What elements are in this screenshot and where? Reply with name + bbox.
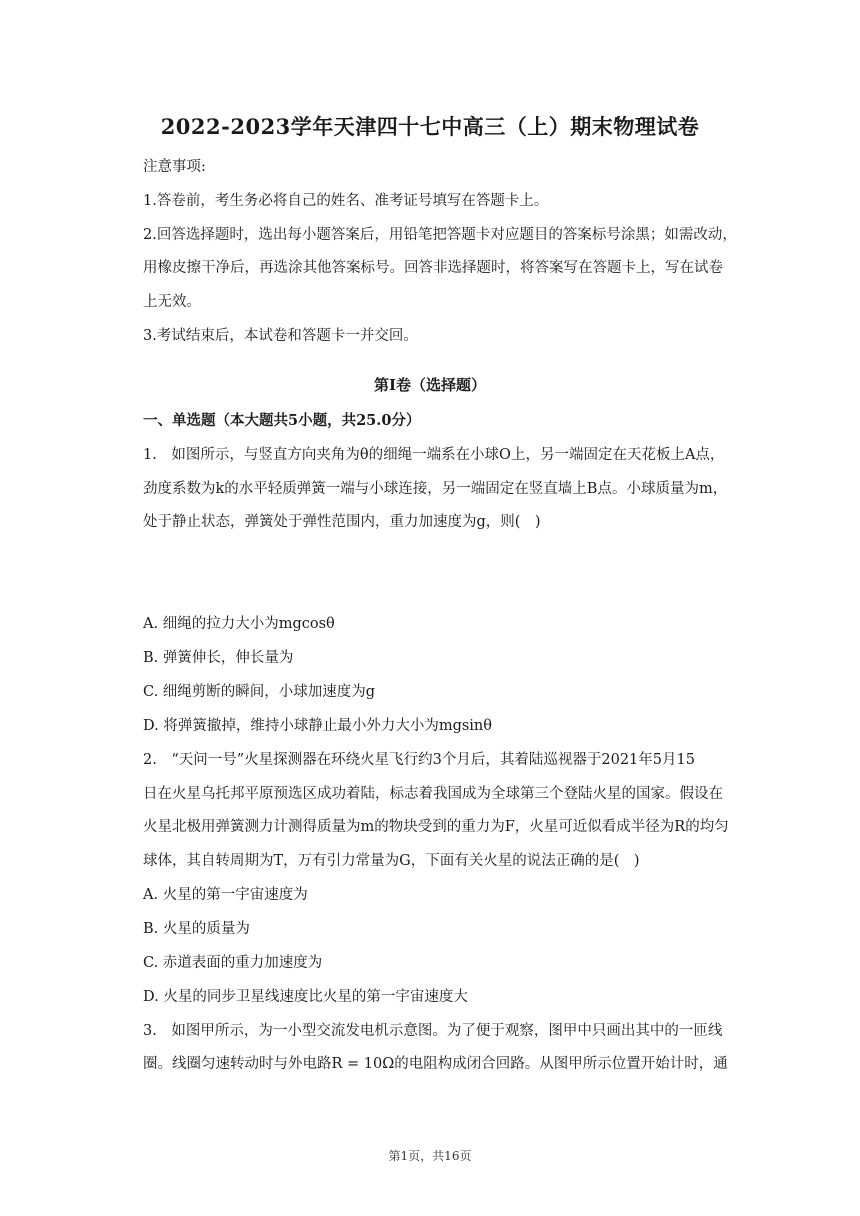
q1-line-2: 劲度系数为k的水平轻质弹簧一端与小球连接，另一端固定在竖直墙上B点。小球质量为m， (143, 481, 728, 497)
q2-line-2: 日在火星乌托邦平原预选区成功着陆，标志着我国成为全球第三个登陆火星的国家。假设在 (143, 786, 723, 802)
q1-line-1: 1. 如图所示，与竖直方向夹角为θ的细绳一端系在小球O上，另一端固定在天花板上A点， (143, 447, 725, 463)
section-title: 第I卷（选择题） (373, 376, 487, 394)
q2-option-c: C. 赤道表面的重力加速度为 (143, 955, 323, 971)
q2-line-1: 2. “天问一号”火星探测器在环绕火星飞行约3个月后，其着陆巡视器于2021年5月15 (143, 752, 695, 768)
q1-option-b: B. 弹簧伸长，伸长量为 (143, 650, 294, 666)
q3-line-2: 圈。线圈匀速转动时与外电路R = 10Ω的电阻构成闭合回路。从图甲所示位置开始计时，通 (143, 1056, 728, 1072)
q1-line-3: 处于静止状态，弹簧处于弹性范围内，重力加速度为g，则( ) (143, 514, 541, 530)
exam-title: 2022-2023学年天津四十七中高三（上）期末物理试卷 (160, 114, 700, 139)
notice-heading: 注意事项: (143, 159, 206, 175)
notice-line-2: 2.回答选择题时，选出每小题答案后，用铅笔把答题卡对应题目的答案标号涂黑；如需改动， (143, 227, 737, 243)
q2-option-a: A. 火星的第一宇宙速度为 (143, 887, 308, 903)
q2-option-d: D. 火星的同步卫星线速度比火星的第一宇宙速度大 (143, 989, 468, 1005)
q2-option-b: B. 火星的质量为 (143, 921, 250, 937)
notice-line-1: 1.答卷前，考生务必将自己的姓名、准考证号填写在答题卡上。 (143, 193, 549, 209)
q3-line-1: 3. 如图甲所示，为一小型交流发电机示意图。为了便于观察，图甲中只画出其中的一匝线 (143, 1023, 723, 1039)
q1-option-d: D. 将弹簧撤掉，维持小球静止最小外力大小为mgsinθ (143, 718, 493, 734)
page-footer: 第1页，共16页 (388, 1149, 472, 1163)
notice-line-3: 用橡皮擦干净后，再选涂其他答案标号。回答非选择题时，将答案写在答题卡上，写在试卷 (143, 260, 723, 276)
part-heading: 一、单选题（本大题共5小题，共25.0分） (143, 412, 421, 429)
q2-line-4: 球体，其自转周期为T，万有引力常量为G，下面有关火星的说法正确的是( ) (143, 853, 640, 869)
q2-line-3: 火星北极用弹簧测力计测得质量为m的物块受到的重力为F，火星可近似看成半径为R的均匀 (143, 819, 729, 835)
notice-line-5: 3.考试结束后，本试卷和答题卡一并交回。 (143, 328, 418, 344)
q1-option-c: C. 细绳剪断的瞬间，小球加速度为g (143, 684, 376, 700)
notice-line-4: 上无效。 (143, 294, 201, 310)
q1-option-a: A. 细绳的拉力大小为mgcosθ (143, 616, 335, 632)
